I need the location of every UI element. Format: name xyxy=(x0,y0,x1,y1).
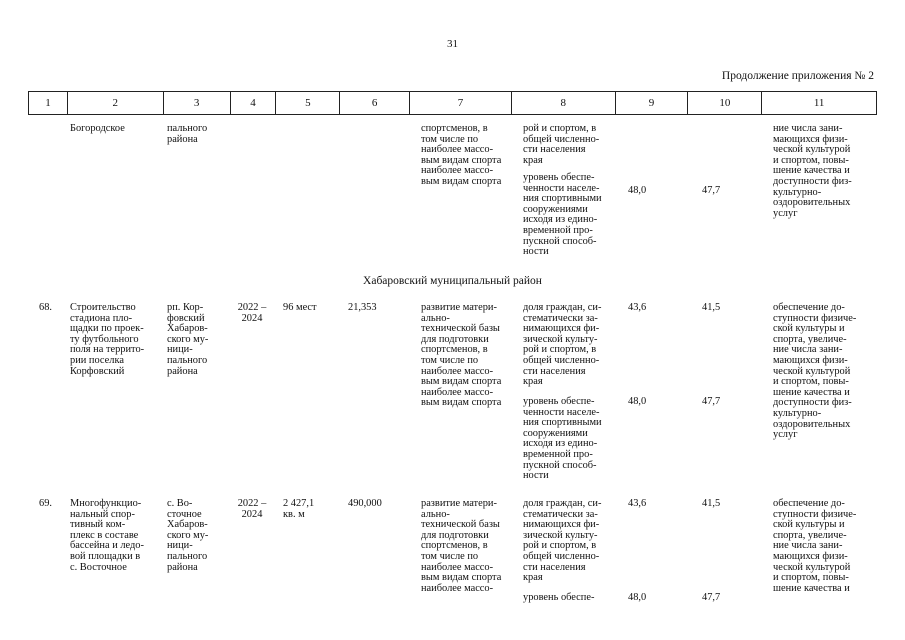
row68-object: Строительство стадиона пло- щадки по проек- ту футбольного поля на террито- рии поселка Корфовский xyxy=(70,302,145,377)
header-col-10: 10 xyxy=(688,92,762,114)
table-header-row xyxy=(28,91,877,115)
row69-capacity: 2 427,1 кв. м xyxy=(283,498,315,520)
row69-value-9b: 48,0 xyxy=(628,592,647,603)
header-col-3: 3 xyxy=(164,92,231,114)
continuation-label: Продолжение приложения № 2 xyxy=(721,70,874,82)
cont-indicator-2: уровень обеспе- ченности населе- ния спортивными сооружениями исходя из едино- временной про- пускной способ- ности xyxy=(523,172,602,258)
row68-period: 2022 – 2024 xyxy=(237,302,267,324)
page-number: 31 xyxy=(447,38,458,50)
header-col-5: 5 xyxy=(276,92,340,114)
header-col-1: 1 xyxy=(29,92,68,114)
cont-location: Богородское xyxy=(70,123,125,134)
row68-value-10a: 41,5 xyxy=(702,302,721,313)
row68-indicator-2: уровень обеспе- ченности населе- ния спортивными сооружениями исходя из едино- временной про- пускной способ- ности xyxy=(523,396,602,482)
row68-number: 68. xyxy=(39,302,52,313)
row69-number: 69. xyxy=(39,498,52,509)
row68-value-9a: 43,6 xyxy=(628,302,647,313)
row68-result: обеспечение до- ступности физиче- ской культуры и спорта, увеличе- ние числа зани- мающихся физи- ческой культурой и спортом, повы- шение качества и доступности физ- культурно- оздоровительных услуг xyxy=(773,302,857,441)
header-col-8: 8 xyxy=(512,92,616,114)
row68-capacity: 96 мест xyxy=(283,302,317,313)
header-col-11: 11 xyxy=(813,97,825,109)
cont-result: ние числа зани- мающихся физи- ческой культурой и спортом, повы- шение качества и доступности физ- культурно- оздоровительных услуг xyxy=(773,123,852,219)
row69-value-10b: 47,7 xyxy=(702,592,721,603)
row69-object: Многофункцио- нальный спор- тивный ком- плекс в составе бассейна и ледо- вой площадки в с. Восточное xyxy=(70,498,144,573)
cont-goal: спортсменов, в том числе по наиболее массо- вым видам спорта наиболее массо- вым видам спорта xyxy=(421,123,502,187)
header-col-7: 7 xyxy=(410,92,512,114)
row69-period: 2022 – 2024 xyxy=(237,498,267,520)
header-col-6: 6 xyxy=(340,92,410,114)
cont-value-9: 48,0 xyxy=(628,185,647,196)
row69-location: с. Во- сточное Хабаров- ского му- ници- пального района xyxy=(167,498,209,573)
row69-goal: развитие матери- ально- технической базы для подготовки спортсменов, в том числе по наиболее массо- вым видам спорта наиболее массо- xyxy=(421,498,502,594)
cont-value-10: 47,7 xyxy=(702,185,721,196)
row68-funding: 21,353 xyxy=(348,302,377,313)
row69-value-10a: 41,5 xyxy=(702,498,721,509)
header-col-9: 9 xyxy=(616,92,689,114)
cont-indicator-1: рой и спортом, в общей численно- сти населения края xyxy=(523,123,600,166)
row68-value-10b: 47,7 xyxy=(702,396,721,407)
header-col-4: 4 xyxy=(231,92,277,114)
row69-indicator-2: уровень обеспе- xyxy=(523,592,595,603)
row68-value-9b: 48,0 xyxy=(628,396,647,407)
row68-goal: развитие матери- ально- технической базы для подготовки спортсменов, в том числе по наиболее массо- вым видам спорта наиболее массо- вым видам спорта xyxy=(421,302,502,409)
row69-result: обеспечение до- ступности физиче- ской культуры и спорта, увеличе- ние числа зани- мающихся физи- ческой культурой и спортом, повы- шение качества и xyxy=(773,498,857,594)
row68-indicator-1: доля граждан, си- стематически за- нимающихся фи- зической культу- рой и спортом, в общей численно- сти населения края xyxy=(523,302,602,388)
cont-district: пального района xyxy=(167,123,208,145)
row69-funding: 490,000 xyxy=(348,498,382,509)
header-col-2: 2 xyxy=(68,92,164,114)
section-title: Хабаровский муниципальный район xyxy=(363,275,542,287)
row69-value-9a: 43,6 xyxy=(628,498,647,509)
row68-location: рп. Кор- фовский Хабаров- ского му- ници- пального района xyxy=(167,302,209,377)
row69-indicator-1: доля граждан, си- стематически за- нимающихся фи- зической культу- рой и спортом, в общей численно- сти населения края xyxy=(523,498,602,584)
